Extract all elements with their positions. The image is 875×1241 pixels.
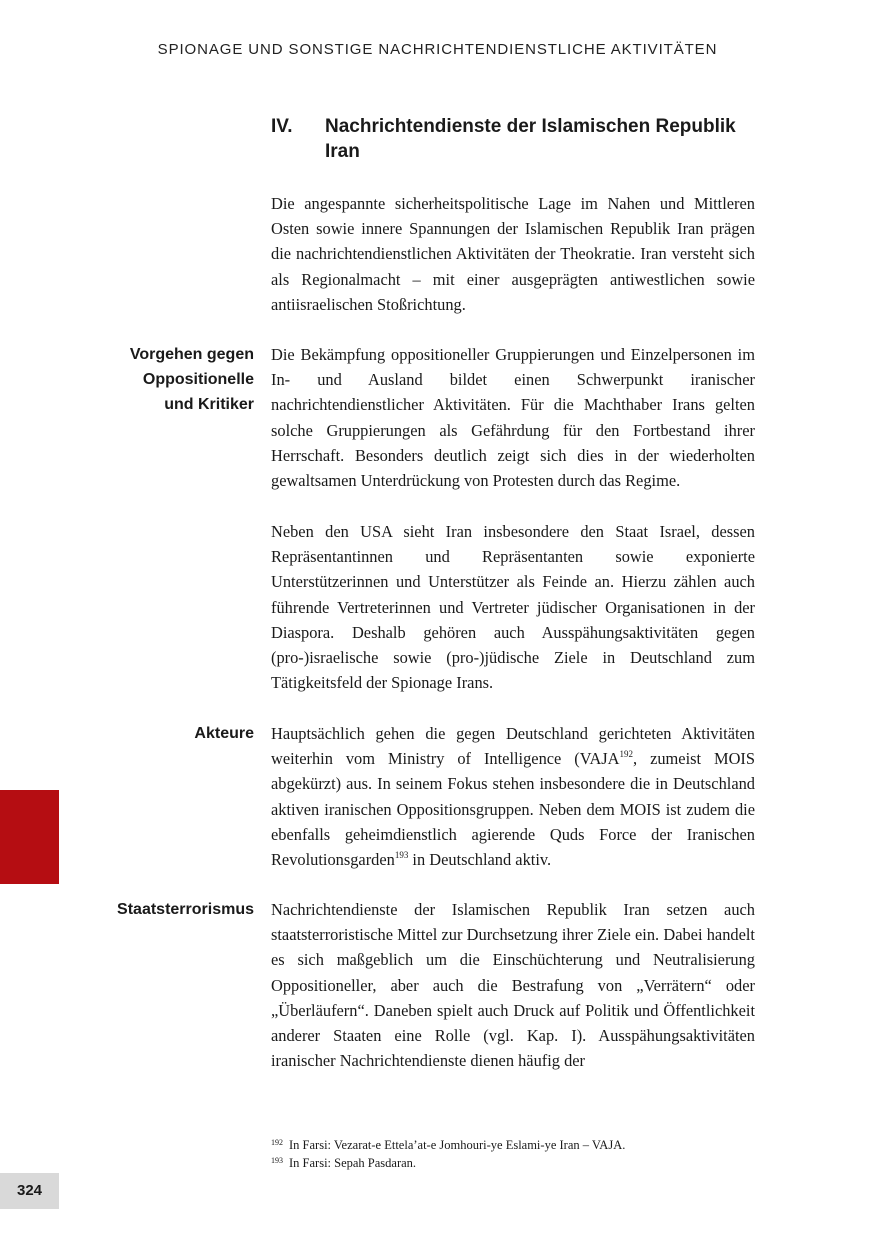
running-head: SPIONAGE UND SONSTIGE NACHRICHTENDIENSTLICHE AKTIVITÄTEN (157, 41, 718, 58)
margin-label-line: und Kritiker (164, 396, 254, 414)
footnote-192 (271, 1136, 755, 1154)
paragraph-actors (271, 721, 755, 872)
actors-text-1: Hauptsächlich gehen die gegen Deutschland gerichteten Aktivitäten weiterhin vom Ministry of Intelligence (VAJA (271, 724, 755, 769)
page-number: 324 (0, 1173, 59, 1209)
footnote-mark: 193 (271, 1156, 283, 1165)
paragraph-opposition: Die Bekämpfung oppositioneller Gruppierungen und Einzelpersonen im In- und Ausland bildet einen Schwerpunkt iranischer nachrichtendienstlicher Aktivitäten. Für die Machthaber Irans gelten solche Gruppierungen als Gefährdung für den Fortbestand ihrer Herrschaft. Besonders deutlich zeigt sich dies in der wiederholten gewaltsamen Unterdrückung von Protesten durch das Regime. (271, 345, 755, 491)
paragraph-terrorism: Nachrichtendienste der Islamischen Republik Iran setzen auch staatsterroristische Mittel zur Durchsetzung ihrer Ziele ein. Dabei handelt es sich maßgeblich um die Einschüchterung und Neutralisierung Oppositioneller, aber auch die Bestrafung von „Verrätern“ oder „Überläufern“. Daneben spielt auch Druck auf Politik und Öffentlichkeit anderer Staaten eine Rolle (vgl. Kap. I). Ausspähungsaktivitäten iranischer Nachrichtendienste dienen häufig der (271, 900, 755, 1071)
chapter-tab-marker (0, 790, 59, 884)
margin-label-opposition (94, 342, 254, 418)
footnotes (271, 1136, 755, 1172)
margin-label-line: Oppositionelle (142, 371, 254, 389)
footnote-mark: 192 (271, 1138, 283, 1147)
section-title: Nachrichtendienste der Islamischen Republik Iran (325, 116, 736, 162)
footnote-ref-192[interactable]: 192 (619, 748, 634, 759)
footnote-193 (271, 1154, 755, 1172)
paragraph-intro: Die angespannte sicherheitspolitische Lage im Nahen und Mittleren Osten sowie innere Spannungen der Islamischen Republik Iran prägen die nachrichtendienstlichen Aktivitäten der Theokratie. Iran versteht sich als Regionalmacht – mit einer ausgeprägten antiwestlichen sowie antiisraelischen Stoßrichtung. (271, 194, 755, 314)
footnote-text: In Farsi: Vezarat-e Ettela’at-e Jomhouri-ye Eslami-ye Iran – VAJA. (289, 1138, 626, 1152)
margin-label-line: Vorgehen gegen (129, 346, 254, 363)
section-heading (271, 114, 741, 164)
footnote-text: In Farsi: Sepah Pasdaran. (289, 1156, 417, 1170)
actors-text-2: , zumeist MOIS abgekürzt) aus. In seinem Fokus stehen insbesondere die in Deutschland aktiven iranischen Oppositionsgruppen. Neben dem MOIS ist zudem die ebenfalls geheimdienstlich agierende Quds Force der Iranischen Revolutionsgarden (271, 749, 756, 870)
margin-label-actors: Akteure (194, 725, 254, 742)
paragraph-israel: Neben den USA sieht Iran insbesondere den Staat Israel, dessen Repräsentantinnen und Repräsentanten sowie exponierte Unterstützerinnen und Unterstützer als Feinde an. Hierzu zählen auch führende Vertreterinnen und Vertreter jüdischer Organisationen in der Diaspora. Deshalb gehören auch Ausspähungsaktivitäten gegen (pro-)israelische sowie (pro-)jüdische Ziele in Deutschland zum Tätigkeitsfeld der Spionage Irans. (271, 522, 755, 693)
margin-label-terrorism: Staatsterrorismus (117, 901, 254, 918)
section-number: IV. (271, 116, 293, 137)
footnote-ref-193[interactable]: 193 (394, 849, 409, 860)
actors-text-3: in Deutschland aktiv. (408, 850, 552, 870)
